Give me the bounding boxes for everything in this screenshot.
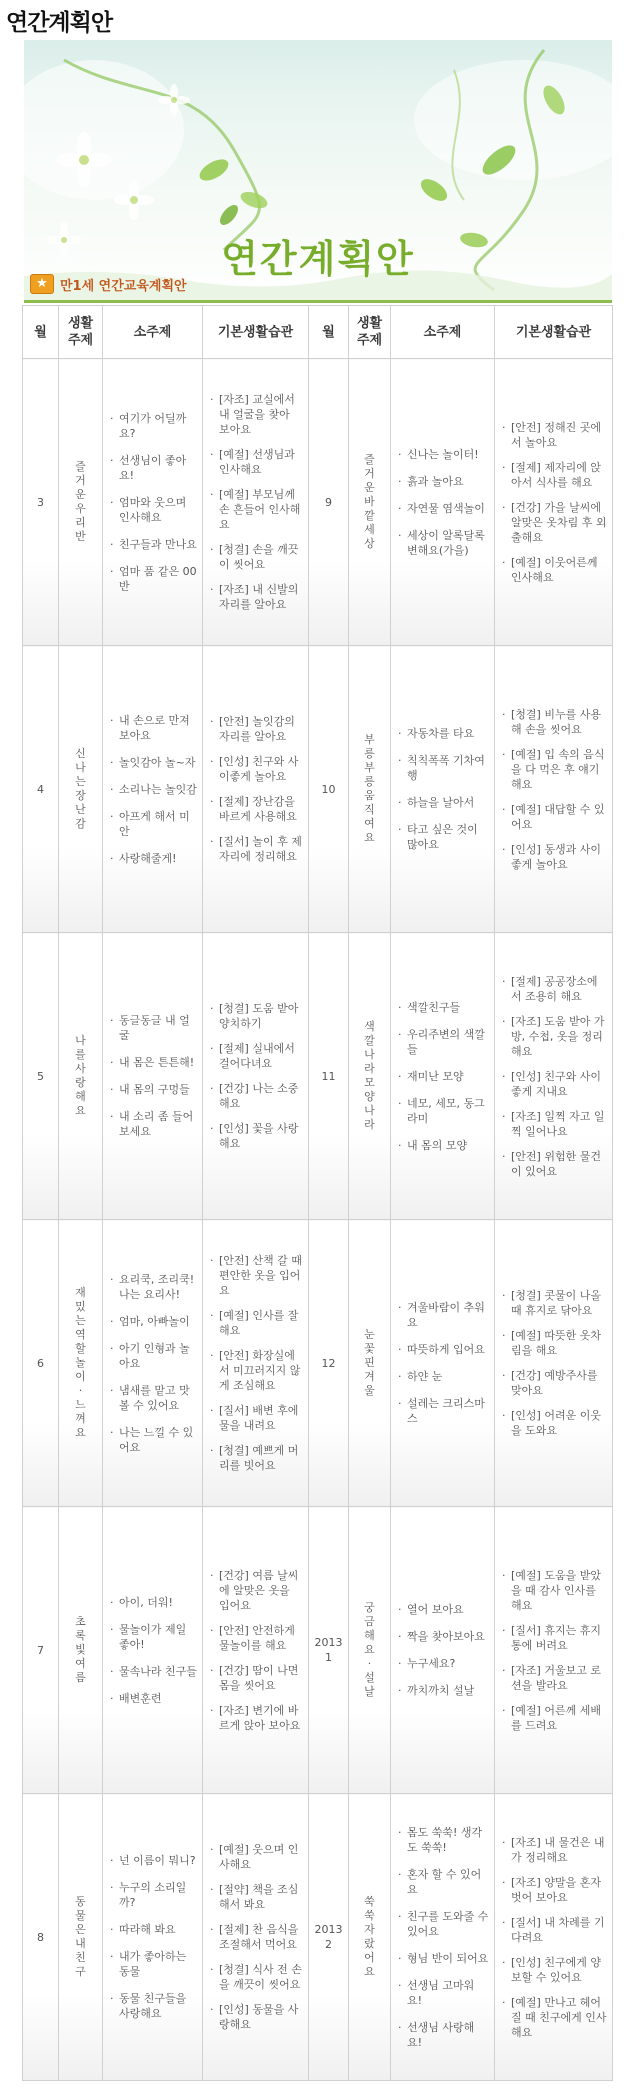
month-cell: 6: [23, 1220, 59, 1507]
subtopic-item: · 자동차를 타요: [398, 726, 489, 741]
subtopic-item: · 네모, 세모, 동그라미: [398, 1096, 489, 1126]
subtopic-cell: [391, 1794, 495, 2081]
subtopic-item: · 내 몸은 튼튼해!: [110, 1055, 197, 1070]
subtopic-item: · 짝을 찾아보아요: [398, 1629, 489, 1644]
table-row: [23, 1507, 613, 1794]
month-cell: 2013 2: [309, 1794, 349, 2081]
habit-item: · [예절] 인사를 잘해요: [210, 1308, 303, 1338]
subtopic-item: · 하얀 눈: [398, 1369, 489, 1384]
subtopic-cell: [103, 933, 203, 1220]
habit-cell: [203, 1507, 309, 1794]
subtopic-item: · 냄새를 맡고 맛볼 수 있어요: [110, 1383, 197, 1413]
subtopic-item: · 세상이 알록달록 변해요(가을): [398, 528, 489, 558]
subtopic-item: · 따라해 봐요: [110, 1922, 197, 1937]
habit-item: · [건강] 나는 소중해요: [210, 1081, 303, 1111]
habit-item: · [청결] 식사 전 손을 깨끗이 씻어요: [210, 1962, 303, 1992]
theme-text: 나를 사랑해요: [75, 1034, 86, 1117]
subtopic-item: · 아프게 해서 미안: [110, 809, 197, 839]
theme-cell: [59, 933, 103, 1220]
month-cell: 12: [309, 1220, 349, 1507]
subtopic-cell: [103, 1507, 203, 1794]
month-cell: 2013 1: [309, 1507, 349, 1794]
habit-item: · [안전] 안전하게 물놀이를 해요: [210, 1623, 303, 1653]
habit-item: · [자조] 양말을 혼자 벗어 보아요: [502, 1875, 607, 1905]
habit-item: · [인성] 동물을 사랑해요: [210, 2002, 303, 2032]
subtopic-item: · 색깔친구들: [398, 1000, 489, 1015]
habit-cell: [495, 1220, 613, 1507]
subtopic-cell: [391, 933, 495, 1220]
habit-item: · [인성] 친구와 사이좋게 지내요: [502, 1069, 607, 1099]
habit-cell: [495, 933, 613, 1220]
subtopic-item: · 물놀이가 제일 좋아!: [110, 1622, 197, 1652]
subtopic-item: · 누구의 소리일까?: [110, 1880, 197, 1910]
habit-item: · [자조] 일찍 자고 일찍 일어나요: [502, 1109, 607, 1139]
theme-cell: [59, 1220, 103, 1507]
habit-item: · [예절] 어른께 세배를 드려요: [502, 1703, 607, 1733]
subtopic-item: · 우리주변의 색깔들: [398, 1027, 489, 1057]
habit-cell: [203, 646, 309, 933]
subtopic-item: · 엄마, 아빠놀이: [110, 1314, 197, 1329]
subtopic-cell: [103, 359, 203, 646]
theme-cell: [59, 359, 103, 646]
habit-cell: [495, 1794, 613, 2081]
subtopic-item: · 재미난 모양: [398, 1069, 489, 1084]
habit-cell: [203, 1794, 309, 2081]
habit-item: · [예절] 부모님께 손 흔들어 인사해요: [210, 487, 303, 532]
subtopic-item: · 내 몸의 구멍들: [110, 1082, 197, 1097]
table-row: [23, 1794, 613, 2081]
habit-item: · [절제] 장난감을 바르게 사용해요: [210, 794, 303, 824]
subtopic-item: · 나는 느낄 수 있어요: [110, 1425, 197, 1455]
habit-item: · [절제] 제자리에 앉아서 식사를 해요: [502, 460, 607, 490]
habit-cell: [203, 1220, 309, 1507]
subtitle: 만1세 연간교육계획안: [60, 278, 187, 294]
habit-cell: [495, 646, 613, 933]
subtopic-item: · 선생님 고마워요!: [398, 1978, 489, 2008]
subtopic-item: · 혼자 할 수 있어요: [398, 1867, 489, 1897]
header-habit: 기본생활습관: [495, 306, 613, 359]
subtopic-item: · 겨울바람이 추워요: [398, 1300, 489, 1330]
subtopic-item: · 엄마 품 같은 00반: [110, 564, 197, 594]
subtopic-item: · 따뜻하게 입어요: [398, 1342, 489, 1357]
theme-cell: [59, 1794, 103, 2081]
habit-cell: [495, 359, 613, 646]
habit-item: · [절제] 찬 음식을 조절해서 먹어요: [210, 1922, 303, 1952]
subtopic-item: · 물속나라 친구들: [110, 1664, 197, 1679]
subtopic-cell: [103, 1220, 203, 1507]
theme-text: 쑥쑥 자랐어요: [364, 1895, 375, 1978]
table-row: [23, 1220, 613, 1507]
subtitle-bar: [30, 272, 187, 296]
habit-item: · [예절] 입 속의 음식을 다 먹은 후 얘기해요: [502, 747, 607, 792]
subtopic-cell: [391, 359, 495, 646]
title-rule: [24, 300, 612, 303]
month-cell: 11: [309, 933, 349, 1220]
habit-item: · [안전] 위험한 물건이 있어요: [502, 1149, 607, 1179]
subtopic-item: · 흙과 놀아요: [398, 474, 489, 489]
subtopic-cell: [391, 1507, 495, 1794]
subtopic-item: · 자연물 염색놀이: [398, 501, 489, 516]
theme-cell: [59, 1507, 103, 1794]
subtopic-item: · 배변훈련: [110, 1691, 197, 1706]
subtopic-item: · 선생님 사랑해요!: [398, 2020, 489, 2050]
habit-item: · [청결] 예쁘게 머리를 빗어요: [210, 1443, 303, 1473]
habit-item: · [질서] 배변 후에 물을 내려요: [210, 1403, 303, 1433]
theme-text: 즐거운 바깥세상: [364, 453, 375, 550]
subtopic-item: · 설레는 크리스마스: [398, 1396, 489, 1426]
theme-cell: [349, 646, 391, 933]
theme-cell: [349, 1507, 391, 1794]
table-row: [23, 933, 613, 1220]
header-month: 월: [23, 306, 59, 359]
subtopic-cell: [391, 646, 495, 933]
subtopic-item: · 내 손으로 만져 보아요: [110, 713, 197, 743]
theme-cell: [349, 1794, 391, 2081]
subtopic-item: · 신나는 놀이터!: [398, 447, 489, 462]
habit-item: · [청결] 비누를 사용해 손을 씻어요: [502, 707, 607, 737]
theme-cell: [59, 646, 103, 933]
habit-item: · [청결] 도움 받아 양치하기: [210, 1001, 303, 1031]
habit-item: · [예절] 도움을 받았을 때 감사 인사를 해요: [502, 1568, 607, 1613]
subtopic-item: · 선생님이 좋아요!: [110, 453, 197, 483]
month-cell: 8: [23, 1794, 59, 2081]
subtopic-item: · 요리쿡, 조리쿡! 나는 요리사!: [110, 1272, 197, 1302]
subtopic-item: · 친구들과 만나요: [110, 537, 197, 552]
habit-item: · [인성] 친구와 사이좋게 놀아요: [210, 754, 303, 784]
habit-item: · [자조] 내 물건은 내가 정리해요: [502, 1835, 607, 1865]
banner: [24, 40, 612, 302]
month-cell: 9: [309, 359, 349, 646]
habit-item: · [예절] 대답할 수 있어요: [502, 802, 607, 832]
header-subtopic: 소주제: [103, 306, 203, 359]
habit-item: · [건강] 땀이 나면 몸을 씻어요: [210, 1663, 303, 1693]
habit-item: · [건강] 가을 날씨에 알맞은 옷차림 후 외출해요: [502, 500, 607, 545]
month-cell: 10: [309, 646, 349, 933]
subtopic-item: · 소리나는 놀잇감: [110, 782, 197, 797]
habit-item: · [안전] 정해진 곳에서 놀아요: [502, 420, 607, 450]
subtopic-item: · 친구를 도와줄 수 있어요: [398, 1909, 489, 1939]
habit-item: · [자조] 내 신발의 자리를 알아요: [210, 582, 303, 612]
subtopic-item: · 몸도 쑥쑥! 생각도 쑥쑥!: [398, 1825, 489, 1855]
subtopic-item: · 아기 인형과 놀아요: [110, 1341, 197, 1371]
subtopic-item: · 아이, 더워!: [110, 1595, 197, 1610]
subtopic-cell: [103, 646, 203, 933]
habit-item: · [청결] 손을 깨끗이 씻어요: [210, 542, 303, 572]
subtopic-cell: [391, 1220, 495, 1507]
habit-item: · [절제] 공공장소에서 조용히 해요: [502, 974, 607, 1004]
habit-item: · [자조] 거울보고 로션을 발라요: [502, 1663, 607, 1693]
header-month: 월: [309, 306, 349, 359]
theme-text: 즐거운 우리반: [75, 460, 86, 543]
theme-text: 궁금해요 · 설날: [364, 1601, 375, 1698]
habit-item: · [안전] 화장실에서 미끄러지지 않게 조심해요: [210, 1348, 303, 1393]
habit-item: · [질서] 내 차례를 기다려요: [502, 1915, 607, 1945]
habit-cell: [203, 933, 309, 1220]
habit-cell: [203, 359, 309, 646]
habit-item: · [안전] 놀잇감의 자리를 알아요: [210, 714, 303, 744]
subtopic-item: · 까치까치 설날: [398, 1683, 489, 1698]
theme-text: 신나는 장난감: [75, 747, 86, 830]
header-row: [23, 306, 613, 359]
habit-item: · [자조] 도움 받아 가방, 수첩, 옷을 정리해요: [502, 1014, 607, 1059]
habit-item: · [인성] 동생과 사이좋게 놀아요: [502, 842, 607, 872]
subtopic-item: · 내 몸의 모양: [398, 1138, 489, 1153]
theme-text: 동물은 내친구: [75, 1895, 86, 1978]
month-cell: 7: [23, 1507, 59, 1794]
habit-cell: [495, 1507, 613, 1794]
habit-item: · [인성] 어려운 이웃을 도와요: [502, 1408, 607, 1438]
habit-item: · [건강] 여름 날씨에 알맞은 옷을 입어요: [210, 1568, 303, 1613]
table-row: [23, 646, 613, 933]
habit-item: · [예절] 따뜻한 옷차림을 해요: [502, 1328, 607, 1358]
habit-item: · [자조] 교실에서 내 얼굴을 찾아 보아요: [210, 392, 303, 437]
theme-cell: [349, 1220, 391, 1507]
subtopic-item: · 누구세요?: [398, 1656, 489, 1671]
header-subtopic: 소주제: [391, 306, 495, 359]
habit-item: · [청결] 콧물이 나올 때 휴지로 닦아요: [502, 1288, 607, 1318]
habit-item: · [인성] 친구에게 양보할 수 있어요: [502, 1955, 607, 1985]
subtopic-item: · 여기가 어딜까요?: [110, 411, 197, 441]
theme-text: 초록빛 여름: [75, 1615, 86, 1684]
subtopic-item: · 엄마와 웃으며 인사해요: [110, 495, 197, 525]
habit-item: · [예절] 선생님과 인사해요: [210, 447, 303, 477]
theme-text: 부릉부릉 움직여요: [364, 733, 375, 844]
habit-item: · [자조] 변기에 바르게 앉아 보아요: [210, 1703, 303, 1733]
subtopic-item: · 내가 좋아하는 동물: [110, 1949, 197, 1979]
subtopic-item: · 열어 보아요: [398, 1602, 489, 1617]
habit-item: · [질서] 휴지는 휴지통에 버려요: [502, 1623, 607, 1653]
theme-text: 색깔나라 모양나라: [364, 1020, 375, 1131]
habit-item: · [절제] 실내에서 걸어다녀요: [210, 1041, 303, 1071]
month-cell: 3: [23, 359, 59, 646]
subtopic-item: · 넌 이름이 뭐니?: [110, 1853, 197, 1868]
subtopic-item: · 놀잇감아 놀~자: [110, 755, 197, 770]
subtopic-item: · 내 소리 좀 들어 보세요: [110, 1109, 197, 1139]
header-theme: 생활 주제: [59, 306, 103, 359]
page-title: 연간계획안: [6, 10, 113, 36]
header-theme: 생활 주제: [349, 306, 391, 359]
habit-item: · [건강] 예방주사를 맞아요: [502, 1368, 607, 1398]
habit-item: · [질서] 놀이 후 제자리에 정리해요: [210, 834, 303, 864]
star-icon: ★: [30, 274, 54, 294]
subtopic-item: · 사랑해줄게!: [110, 851, 197, 866]
annual-plan-table: [22, 305, 613, 2081]
banner-title: 연간계획안: [221, 237, 415, 281]
subtopic-cell: [103, 1794, 203, 2081]
habit-item: · [안전] 산책 갈 때 편안한 옷을 입어요: [210, 1253, 303, 1298]
theme-text: 눈꽃 핀 겨울: [364, 1328, 375, 1397]
habit-item: · [인성] 꽃을 사랑해요: [210, 1121, 303, 1151]
subtopic-item: · 하늘을 날아서: [398, 795, 489, 810]
theme-cell: [349, 359, 391, 646]
month-cell: 4: [23, 646, 59, 933]
habit-item: · [예절] 이웃어른께 인사해요: [502, 555, 607, 585]
header-habit: 기본생활습관: [203, 306, 309, 359]
subtopic-item: · 칙칙폭폭 기차여행: [398, 753, 489, 783]
theme-text: 재밌는 역할놀이 · 느껴요: [75, 1286, 86, 1439]
theme-cell: [349, 933, 391, 1220]
habit-item: · [절약] 책을 조심해서 봐요: [210, 1882, 303, 1912]
month-cell: 5: [23, 933, 59, 1220]
subtopic-item: · 형님 반이 되어요: [398, 1951, 489, 1966]
subtopic-item: · 동물 친구들을 사랑해요: [110, 1991, 197, 2021]
habit-item: · [예절] 웃으며 인사해요: [210, 1842, 303, 1872]
habit-item: · [예절] 만나고 헤어질 때 친구에게 인사해요: [502, 1995, 607, 2040]
subtopic-item: · 동글동글 내 얼굴: [110, 1013, 197, 1043]
subtopic-item: · 타고 싶은 것이 많아요: [398, 822, 489, 852]
table-row: [23, 359, 613, 646]
